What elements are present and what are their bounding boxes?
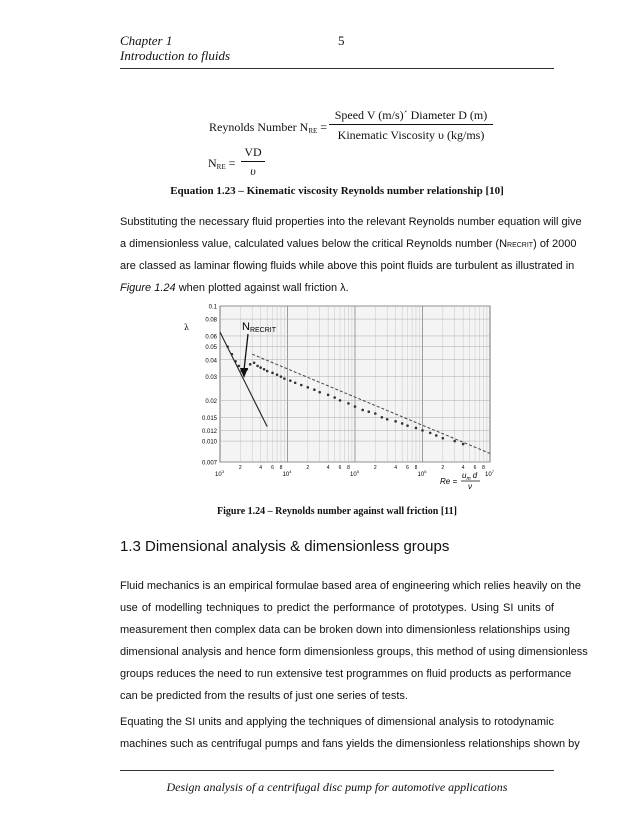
x-decade-label: $10^3$ xyxy=(215,469,224,478)
data-point xyxy=(327,394,330,397)
equation-2-lhs: NRE = xyxy=(208,156,236,171)
x-minor-label: 2 xyxy=(441,465,445,471)
data-point xyxy=(256,365,259,368)
x-minor-label: 4 xyxy=(394,465,398,471)
data-point xyxy=(429,432,432,435)
paragraph-line: Fluid mechanics is an empirical formulae based area of engineering which relies heavily on the xyxy=(120,580,582,592)
paragraph-line: groups reduces the need to run extensive test programmes on fluid products as performance xyxy=(120,668,572,680)
header-rule xyxy=(120,68,554,69)
x-minor-label: 2 xyxy=(306,465,310,471)
chapter-label: Chapter 1 xyxy=(120,33,173,48)
data-point xyxy=(318,391,321,394)
paragraph-line: Substituting the necessary fluid properties into the relevant Reynolds number equation will give xyxy=(120,216,582,228)
y-tick-label: 0.010 xyxy=(201,439,217,446)
data-point xyxy=(263,368,266,371)
x-minor-label: 6 xyxy=(406,465,409,471)
x-decade-label: $10^4$ xyxy=(282,469,292,478)
x-minor-label: 8 xyxy=(482,465,485,471)
data-point xyxy=(289,379,292,382)
paragraph-fluid-properties xyxy=(120,211,582,299)
equation-2-denominator: υ xyxy=(250,164,256,178)
data-point xyxy=(280,375,283,378)
x-decade-exponent: 7 xyxy=(491,469,494,474)
equation-2-numerator: VD xyxy=(244,145,262,159)
x-minor-label: 4 xyxy=(326,465,330,471)
equation-1-lhs: Reynolds Number NRE = xyxy=(209,120,328,135)
data-point xyxy=(234,360,237,363)
data-point xyxy=(283,377,286,380)
data-point xyxy=(415,427,418,430)
paragraph-line: measurement then complex data can be broken down into dimensionless relationships using xyxy=(120,624,571,636)
x-axis-formula-lhs: Re = xyxy=(440,477,458,486)
x-decade-exponent: 4 xyxy=(289,469,292,474)
data-point xyxy=(300,384,303,387)
x-axis-formula-denominator: ν xyxy=(468,482,472,490)
x-minor-label: 8 xyxy=(279,465,283,471)
data-point xyxy=(238,365,241,368)
figure-caption: Figure 1.24 – Reynolds number against wall friction [11] xyxy=(217,506,457,517)
paragraph-line: are classed as laminar flowing fluids while above this point fluids are turbulent as illustrated in xyxy=(120,260,575,272)
data-point xyxy=(249,363,252,366)
equation-1-fraction-bar xyxy=(329,124,493,125)
recrit-annotation: NRECRIT xyxy=(242,321,277,334)
data-point xyxy=(354,405,357,408)
page-number: 5 xyxy=(338,33,345,48)
equation-1-denominator: Kinematic Viscosity υ (kg/ms) xyxy=(337,128,485,142)
y-tick-label: 0.03 xyxy=(205,375,217,382)
data-point xyxy=(253,361,256,364)
data-point xyxy=(401,422,404,425)
data-point xyxy=(394,420,397,423)
paragraph-line: dimensional analysis and hence form dimensionless groups, this method of using dimensionless xyxy=(120,646,588,658)
x-decade-label: $10^7$ xyxy=(485,469,494,478)
y-tick-label: 0.02 xyxy=(205,398,217,405)
x-minor-label: 8 xyxy=(414,465,418,471)
x-decade-exponent: 5 xyxy=(356,469,359,474)
x-minor-label: 2 xyxy=(373,465,377,471)
data-point xyxy=(226,345,229,348)
y-tick-label: 0.012 xyxy=(201,428,217,435)
x-minor-label: 4 xyxy=(461,465,465,471)
data-point xyxy=(453,440,456,443)
paragraph-line: use of modelling techniques to predict the performance of prototypes. Using SI units of xyxy=(120,602,554,614)
data-point xyxy=(271,372,274,375)
data-point xyxy=(367,410,370,413)
paragraph-line: a dimensionless value, calculated values below the critical Reynolds number (NRECRIT) of 2000 xyxy=(120,238,577,250)
figure-reference: Figure 1.24 xyxy=(120,282,176,294)
data-point xyxy=(462,443,465,446)
data-point xyxy=(374,412,377,415)
x-decade-label: $10^5$ xyxy=(350,469,359,478)
data-point xyxy=(347,402,350,405)
y-tick-label: 0.015 xyxy=(201,415,217,422)
data-point xyxy=(266,370,269,373)
x-minor-label: 8 xyxy=(347,465,350,471)
equation-1-numerator: Speed V (m/s)´ Diameter D (m) xyxy=(334,108,488,122)
footer-rule xyxy=(120,770,554,771)
y-tick-label: 0.007 xyxy=(201,460,217,467)
data-point xyxy=(231,353,234,356)
equation-caption: Equation 1.23 – Kinematic viscosity Reynolds number relationship [10] xyxy=(170,185,504,197)
data-point xyxy=(435,434,438,437)
data-point xyxy=(333,396,336,399)
paragraph-line: Equating the SI units and applying the techniques of dimensional analysis to rotodynamic xyxy=(120,716,554,728)
equation-2-fraction-bar xyxy=(241,161,265,162)
x-minor-label: 4 xyxy=(259,465,263,471)
data-point xyxy=(276,373,279,376)
data-point xyxy=(421,429,424,432)
footer-text: Design analysis of a centrifugal disc pump for automotive applications xyxy=(166,780,508,794)
x-decade-exponent: 6 xyxy=(424,469,427,474)
paragraph-dimensional-analysis xyxy=(120,575,588,707)
data-point xyxy=(339,399,342,402)
chapter-subtitle: Introduction to fluids xyxy=(120,48,231,63)
paragraph-line: Figure 1.24 when plotted against wall friction λ. xyxy=(120,282,349,294)
y-tick-label: 0.08 xyxy=(205,317,217,324)
reynolds-friction-chart xyxy=(180,300,510,490)
y-tick-label: 0.04 xyxy=(205,358,217,365)
x-decade-label: $10^6$ xyxy=(417,469,427,478)
data-point xyxy=(361,409,364,412)
paragraph-line: machines such as centrifugal pumps and fans yields the dimensionless relationships shown by xyxy=(120,738,580,750)
data-point xyxy=(406,424,409,427)
y-tick-label: 0.06 xyxy=(205,334,217,341)
data-point xyxy=(386,418,389,421)
x-minor-label: 6 xyxy=(338,465,342,471)
x-minor-label: 6 xyxy=(473,465,477,471)
x-minor-label: 2 xyxy=(238,465,242,471)
y-tick-label: 0.05 xyxy=(205,345,217,352)
paragraph-rotodynamic xyxy=(120,711,580,755)
data-point xyxy=(259,366,262,369)
chart-y-tick-labels xyxy=(202,305,218,467)
paragraph-line: can be predicted from the results of just one series of tests. xyxy=(120,690,408,702)
data-point xyxy=(442,437,445,440)
y-tick-label: 0.1 xyxy=(208,304,217,311)
x-axis-formula-numerator: $u_m$ d xyxy=(462,471,478,482)
x-minor-label: 6 xyxy=(271,465,274,471)
data-point xyxy=(313,388,316,391)
data-point xyxy=(307,386,310,389)
x-decade-exponent: 3 xyxy=(221,469,224,474)
data-point xyxy=(294,382,297,385)
section-title: 1.3 Dimensional analysis & dimensionless groups xyxy=(120,538,450,555)
data-point xyxy=(381,416,384,419)
y-axis-symbol: λ xyxy=(184,323,190,332)
